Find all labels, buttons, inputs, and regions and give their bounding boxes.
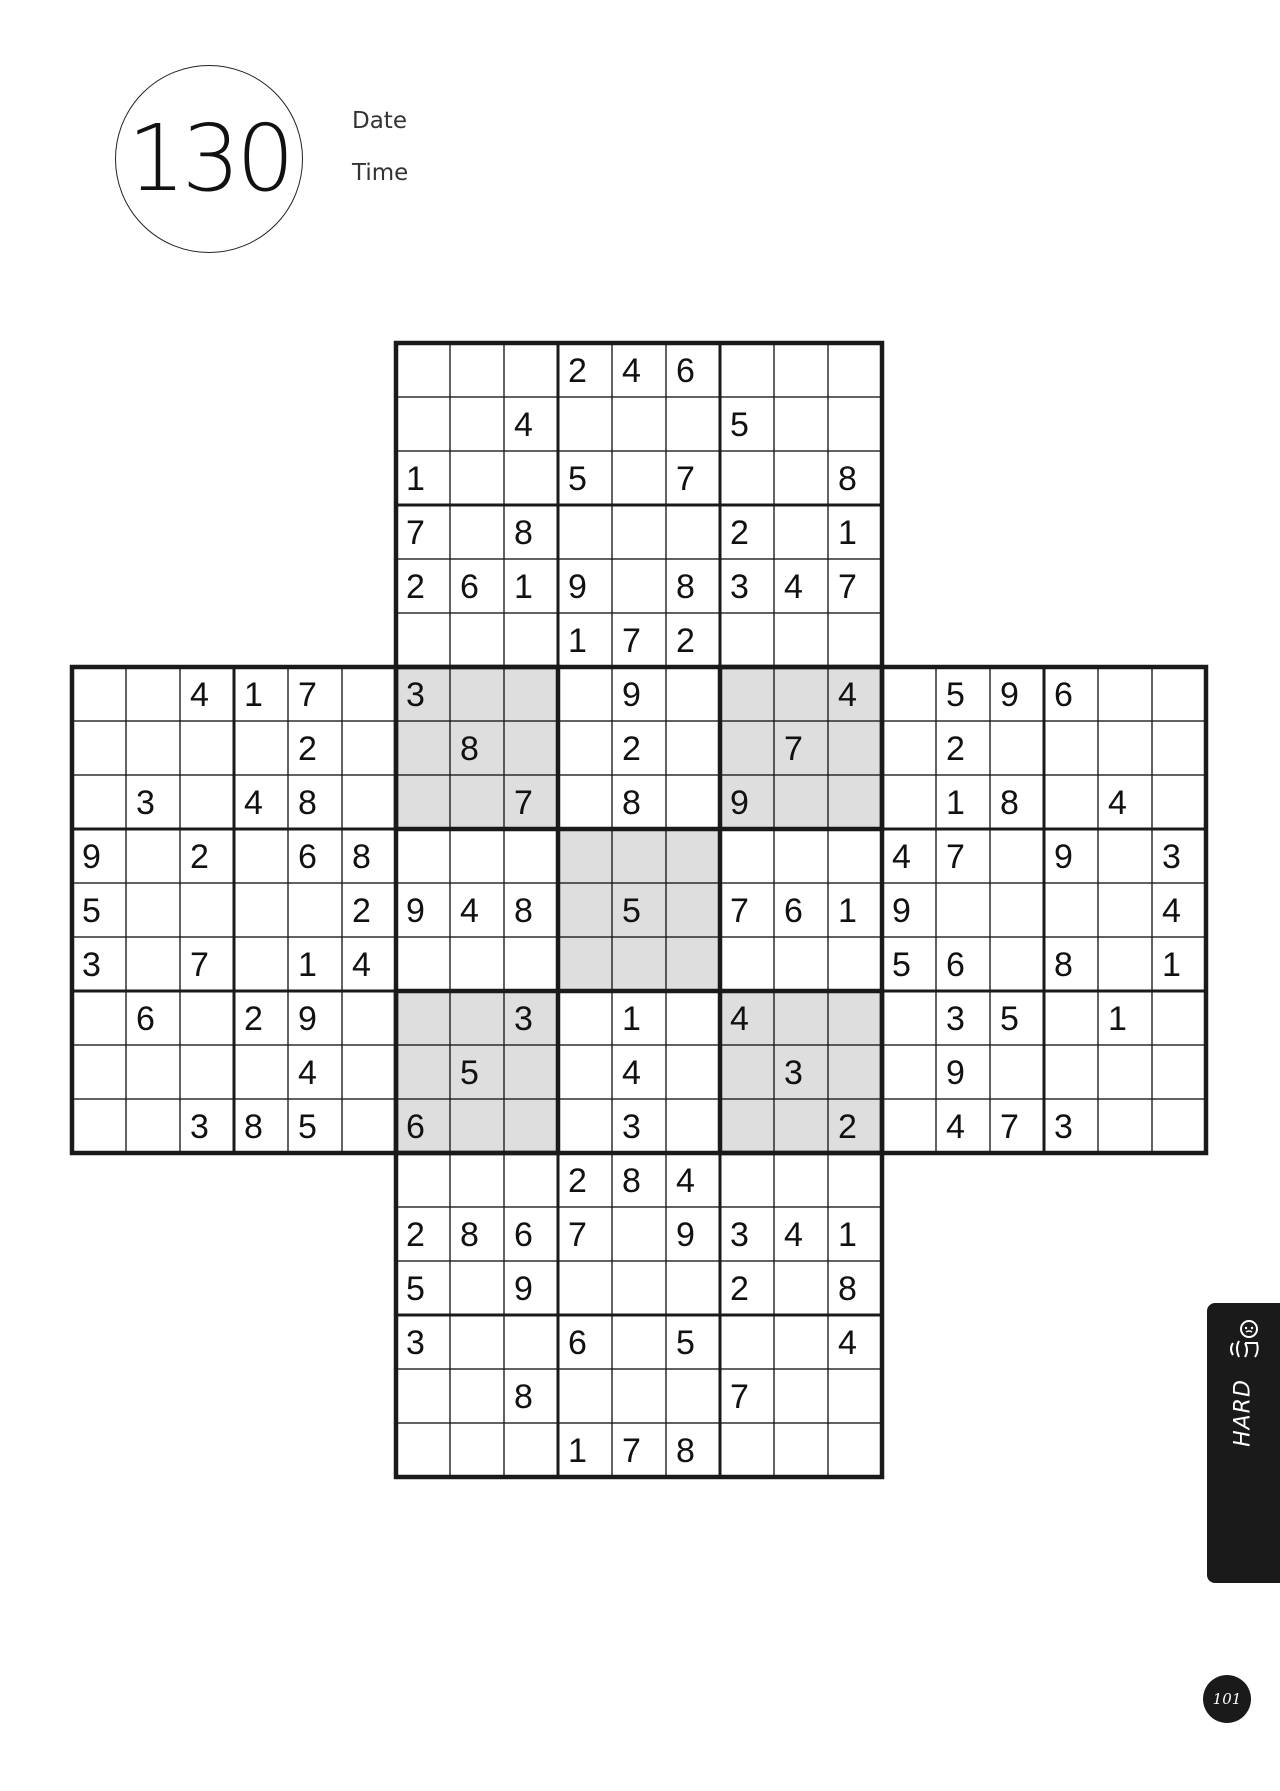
grid-cell[interactable]	[612, 1369, 666, 1423]
given-digit: 2	[190, 837, 209, 876]
grid-cell[interactable]	[450, 1153, 504, 1207]
grid-cell[interactable]	[828, 343, 882, 397]
given-digit: 1	[622, 999, 641, 1038]
given-digit: 5	[730, 405, 749, 444]
grid-cell[interactable]	[126, 667, 180, 721]
given-digit: 5	[82, 891, 101, 930]
grid-cell[interactable]	[774, 1315, 828, 1369]
given-digit: 2	[622, 729, 641, 768]
given-digit: 3	[82, 945, 101, 984]
given-digit: 1	[244, 675, 263, 714]
grid-cell[interactable]	[612, 559, 666, 613]
grid-cell[interactable]	[180, 775, 234, 829]
given-digit: 8	[838, 459, 857, 498]
given-digit: 5	[298, 1107, 317, 1146]
given-digit: 3	[784, 1053, 803, 1092]
grid-cell[interactable]	[828, 937, 882, 991]
given-digit: 9	[514, 1269, 533, 1308]
given-digit: 3	[622, 1107, 641, 1146]
grid-cell[interactable]	[774, 937, 828, 991]
grid-cell[interactable]	[234, 1045, 288, 1099]
grid-cell[interactable]	[612, 1207, 666, 1261]
given-digit: 9	[622, 675, 641, 714]
grid-cell[interactable]	[342, 667, 396, 721]
grid-cell[interactable]	[450, 937, 504, 991]
given-digit: 8	[460, 1215, 479, 1254]
grid-cell[interactable]	[72, 721, 126, 775]
grid-cell[interactable]	[666, 1045, 720, 1099]
given-digit: 8	[352, 837, 371, 876]
grid-cell[interactable]	[990, 883, 1044, 937]
given-digit: 9	[730, 783, 749, 822]
given-digit: 6	[460, 567, 479, 606]
given-digit: 6	[676, 351, 695, 390]
given-digit: 5	[892, 945, 911, 984]
grid-cell[interactable]	[1098, 1099, 1152, 1153]
given-digit: 3	[514, 999, 533, 1038]
grid-cell[interactable]	[720, 343, 774, 397]
grid-cell[interactable]	[126, 1099, 180, 1153]
grid-cell[interactable]	[1098, 937, 1152, 991]
given-digit: 7	[730, 891, 749, 930]
grid-cell[interactable]	[396, 343, 450, 397]
grid-cell[interactable]	[1152, 775, 1206, 829]
given-digit: 4	[730, 999, 749, 1038]
given-digit: 4	[946, 1107, 965, 1146]
given-digit: 3	[406, 1323, 425, 1362]
given-digit: 5	[946, 675, 965, 714]
grid-cell[interactable]	[396, 397, 450, 451]
given-digit: 8	[622, 783, 641, 822]
given-digit: 8	[838, 1269, 857, 1308]
given-digit: 8	[244, 1107, 263, 1146]
given-digit: 7	[568, 1215, 587, 1254]
grid-cell[interactable]	[990, 937, 1044, 991]
grid-cell[interactable]	[990, 1045, 1044, 1099]
grid-cell[interactable]	[774, 397, 828, 451]
grid-cell[interactable]	[1044, 721, 1098, 775]
grid-cell[interactable]	[396, 829, 450, 883]
grid-cell[interactable]	[342, 991, 396, 1045]
grid-cell[interactable]	[882, 991, 936, 1045]
grid-cell[interactable]	[234, 721, 288, 775]
page-number: 101	[1203, 1675, 1251, 1723]
grid-cell[interactable]	[1152, 667, 1206, 721]
given-digit: 4	[838, 675, 857, 714]
grid-cell[interactable]	[774, 343, 828, 397]
given-digit: 4	[892, 837, 911, 876]
given-digit: 5	[1000, 999, 1019, 1038]
given-digit: 9	[568, 567, 587, 606]
given-digit: 3	[136, 783, 155, 822]
given-digit: 3	[406, 675, 425, 714]
grid-cell[interactable]	[450, 1261, 504, 1315]
grid-cell[interactable]	[72, 1099, 126, 1153]
grid-cell[interactable]	[558, 505, 612, 559]
grid-cell[interactable]	[720, 613, 774, 667]
grid-cell[interactable]	[774, 1423, 828, 1477]
grid-cell[interactable]	[882, 667, 936, 721]
given-digit: 4	[244, 783, 263, 822]
sweating-face-icon	[1225, 1317, 1261, 1361]
grid-cell[interactable]	[1098, 1045, 1152, 1099]
grid-cell[interactable]	[1044, 1045, 1098, 1099]
grid-cell[interactable]	[342, 775, 396, 829]
given-digit: 7	[838, 567, 857, 606]
given-digit: 9	[1054, 837, 1073, 876]
given-digit: 2	[838, 1107, 857, 1146]
grid-cell[interactable]	[234, 883, 288, 937]
given-digit: 8	[514, 891, 533, 930]
given-digit: 3	[946, 999, 965, 1038]
grid-cell[interactable]	[342, 721, 396, 775]
grid-cell[interactable]	[558, 991, 612, 1045]
difficulty-label: HARD	[1230, 1379, 1256, 1447]
grid-cell[interactable]	[1044, 775, 1098, 829]
given-digit: 1	[838, 891, 857, 930]
given-digit: 9	[406, 891, 425, 930]
grid-cell[interactable]	[1098, 829, 1152, 883]
grid-cell[interactable]	[72, 991, 126, 1045]
given-digit: 7	[730, 1377, 749, 1416]
given-digit: 1	[838, 513, 857, 552]
given-digit: 8	[514, 513, 533, 552]
grid-cell[interactable]	[558, 397, 612, 451]
grid-cell[interactable]	[882, 1099, 936, 1153]
grid-cell[interactable]	[774, 1369, 828, 1423]
given-digit: 7	[406, 513, 425, 552]
grid-cell[interactable]	[180, 883, 234, 937]
grid-cell[interactable]	[720, 1315, 774, 1369]
given-digit: 4	[1162, 891, 1181, 930]
grid-cell[interactable]	[990, 829, 1044, 883]
given-digit: 3	[730, 1215, 749, 1254]
grid-cell[interactable]	[612, 451, 666, 505]
grid-cell[interactable]	[828, 1369, 882, 1423]
grid-cell[interactable]	[72, 667, 126, 721]
grid-cell[interactable]	[720, 829, 774, 883]
grid-cell[interactable]	[882, 721, 936, 775]
grid-cell[interactable]	[180, 1045, 234, 1099]
grid-cell[interactable]	[828, 613, 882, 667]
grid-cell[interactable]	[396, 1153, 450, 1207]
grid-cell[interactable]	[288, 883, 342, 937]
given-digit: 2	[244, 999, 263, 1038]
grid-cell[interactable]	[234, 937, 288, 991]
grid-cell[interactable]	[558, 1261, 612, 1315]
grid-cell[interactable]	[774, 505, 828, 559]
given-digit: 7	[1000, 1107, 1019, 1146]
grid-cell[interactable]	[828, 1423, 882, 1477]
given-digit: 9	[676, 1215, 695, 1254]
difficulty-tab	[1207, 1303, 1280, 1583]
given-digit: 6	[946, 945, 965, 984]
given-digit: 7	[784, 729, 803, 768]
grid-cell[interactable]	[882, 775, 936, 829]
grid-cell[interactable]	[450, 1423, 504, 1477]
grid-cell[interactable]	[180, 991, 234, 1045]
grid-cell[interactable]	[450, 1369, 504, 1423]
given-digit: 5	[676, 1323, 695, 1362]
given-digit: 1	[514, 567, 533, 606]
given-digit: 7	[190, 945, 209, 984]
given-digit: 2	[298, 729, 317, 768]
given-digit: 8	[676, 1431, 695, 1470]
given-digit: 2	[406, 1215, 425, 1254]
grid-cell[interactable]	[504, 937, 558, 991]
given-digit: 9	[82, 837, 101, 876]
given-digit: 8	[1000, 783, 1019, 822]
grid-cell[interactable]	[450, 829, 504, 883]
grid-cell[interactable]	[234, 829, 288, 883]
grid-cell[interactable]	[504, 343, 558, 397]
given-digit: 8	[460, 729, 479, 768]
grid-cell[interactable]	[72, 775, 126, 829]
given-digit: 1	[298, 945, 317, 984]
grid-cell[interactable]	[396, 613, 450, 667]
given-digit: 4	[784, 1215, 803, 1254]
grid-cell[interactable]	[612, 397, 666, 451]
given-digit: 2	[730, 513, 749, 552]
given-digit: 9	[298, 999, 317, 1038]
grid-cell[interactable]	[666, 1099, 720, 1153]
grid-cell[interactable]	[1098, 667, 1152, 721]
grid-cell[interactable]	[504, 1423, 558, 1477]
grid-cell[interactable]	[558, 721, 612, 775]
grid-cell[interactable]	[774, 829, 828, 883]
given-digit: 1	[946, 783, 965, 822]
grid-cell[interactable]	[612, 505, 666, 559]
given-digit: 3	[730, 567, 749, 606]
grid-cell[interactable]	[990, 721, 1044, 775]
grid-cell[interactable]	[1152, 721, 1206, 775]
grid-cell[interactable]	[504, 1153, 558, 1207]
grid-cell[interactable]	[504, 1315, 558, 1369]
given-digit: 2	[568, 1161, 587, 1200]
given-digit: 9	[946, 1053, 965, 1092]
given-digit: 4	[622, 351, 641, 390]
grid-cell[interactable]	[720, 937, 774, 991]
grid-cell[interactable]	[774, 613, 828, 667]
given-digit: 7	[298, 675, 317, 714]
given-digit: 3	[1054, 1107, 1073, 1146]
grid-cell[interactable]	[126, 829, 180, 883]
given-digit: 4	[298, 1053, 317, 1092]
given-digit: 5	[622, 891, 641, 930]
given-digit: 2	[568, 351, 587, 390]
given-digit: 1	[568, 1431, 587, 1470]
grid-cell[interactable]	[828, 829, 882, 883]
grid-cell[interactable]	[666, 991, 720, 1045]
grid-cell[interactable]	[828, 1153, 882, 1207]
given-digit: 7	[622, 621, 641, 660]
given-digit: 4	[784, 567, 803, 606]
grid-cell[interactable]	[558, 1099, 612, 1153]
grid-cell[interactable]	[1044, 991, 1098, 1045]
grid-cell[interactable]	[666, 1261, 720, 1315]
grid-cell[interactable]	[774, 1261, 828, 1315]
grid-cell[interactable]	[1152, 1045, 1206, 1099]
given-digit: 1	[1162, 945, 1181, 984]
grid-cell[interactable]	[396, 937, 450, 991]
grid-cell[interactable]	[126, 721, 180, 775]
grid-cell[interactable]	[1098, 883, 1152, 937]
grid-cell[interactable]	[720, 1153, 774, 1207]
given-digit: 8	[514, 1377, 533, 1416]
given-digit: 1	[838, 1215, 857, 1254]
grid-cell[interactable]	[504, 829, 558, 883]
given-digit: 8	[676, 567, 695, 606]
grid-cell[interactable]	[126, 883, 180, 937]
given-digit: 3	[1162, 837, 1181, 876]
grid-cell[interactable]	[666, 505, 720, 559]
grid-cell[interactable]	[1098, 721, 1152, 775]
given-digit: 7	[514, 783, 533, 822]
grid-cell[interactable]	[396, 1369, 450, 1423]
grid-cell[interactable]	[666, 1369, 720, 1423]
given-digit: 3	[190, 1107, 209, 1146]
grid-cell[interactable]	[342, 1099, 396, 1153]
grid-cell[interactable]	[504, 613, 558, 667]
given-digit: 4	[460, 891, 479, 930]
given-digit: 6	[1054, 675, 1073, 714]
grid-cell[interactable]	[558, 1369, 612, 1423]
grid-cell[interactable]	[882, 1045, 936, 1099]
grid-cell[interactable]	[450, 613, 504, 667]
grid-cell[interactable]	[612, 1261, 666, 1315]
given-digit: 4	[838, 1323, 857, 1362]
grid-cell[interactable]	[180, 721, 234, 775]
given-digit: 1	[568, 621, 587, 660]
grid-cell[interactable]	[450, 1315, 504, 1369]
given-digit: 7	[676, 459, 695, 498]
given-digit: 7	[946, 837, 965, 876]
given-digit: 6	[784, 891, 803, 930]
grid-cell[interactable]	[342, 1045, 396, 1099]
given-digit: 5	[568, 459, 587, 498]
grid-cell[interactable]	[936, 883, 990, 937]
given-digit: 8	[298, 783, 317, 822]
grid-cell[interactable]	[126, 1045, 180, 1099]
given-digit: 4	[514, 405, 533, 444]
given-digit: 1	[406, 459, 425, 498]
grid-cell[interactable]	[612, 1315, 666, 1369]
grid-cell[interactable]	[1152, 991, 1206, 1045]
grid-cell[interactable]	[450, 397, 504, 451]
given-digit: 2	[352, 891, 371, 930]
given-digit: 9	[1000, 675, 1019, 714]
given-digit: 5	[460, 1053, 479, 1092]
grid-cell[interactable]	[72, 1045, 126, 1099]
grid-cell[interactable]	[720, 451, 774, 505]
given-digit: 1	[1108, 999, 1127, 1038]
grid-cell[interactable]	[666, 667, 720, 721]
given-digit: 4	[352, 945, 371, 984]
time-label: Time	[352, 160, 409, 186]
given-digit: 2	[676, 621, 695, 660]
given-digit: 6	[514, 1215, 533, 1254]
grid-cell[interactable]	[720, 1423, 774, 1477]
given-digit: 4	[1108, 783, 1127, 822]
given-digit: 2	[730, 1269, 749, 1308]
grid-cell[interactable]	[558, 1045, 612, 1099]
given-digit: 6	[406, 1107, 425, 1146]
grid-cell[interactable]	[396, 1423, 450, 1477]
given-digit: 6	[298, 837, 317, 876]
given-digit: 7	[622, 1431, 641, 1470]
grid-cell[interactable]	[450, 343, 504, 397]
given-digit: 6	[568, 1323, 587, 1362]
given-digit: 8	[1054, 945, 1073, 984]
grid-cell[interactable]	[828, 397, 882, 451]
given-digit: 4	[190, 675, 209, 714]
grid-cell[interactable]	[558, 775, 612, 829]
grid-cell[interactable]	[666, 397, 720, 451]
given-digit: 2	[946, 729, 965, 768]
given-digit: 8	[622, 1161, 641, 1200]
given-digit: 5	[406, 1269, 425, 1308]
grid-cell[interactable]	[1044, 883, 1098, 937]
puzzle-number: 130	[127, 105, 291, 212]
grid-cell[interactable]	[504, 451, 558, 505]
grid-cell[interactable]	[558, 667, 612, 721]
grid-cell[interactable]	[450, 451, 504, 505]
given-digit: 6	[136, 999, 155, 1038]
given-digit: 2	[406, 567, 425, 606]
grid-cell[interactable]	[1152, 1099, 1206, 1153]
date-label: Date	[352, 108, 407, 134]
grid-cell[interactable]	[126, 937, 180, 991]
given-digit: 9	[892, 891, 911, 930]
grid-cell[interactable]	[774, 1153, 828, 1207]
grid-cell[interactable]	[450, 505, 504, 559]
grid-cell[interactable]	[774, 451, 828, 505]
grid-cell[interactable]	[666, 721, 720, 775]
grid-cell[interactable]	[666, 775, 720, 829]
given-digit: 4	[676, 1161, 695, 1200]
given-digit: 4	[622, 1053, 641, 1092]
